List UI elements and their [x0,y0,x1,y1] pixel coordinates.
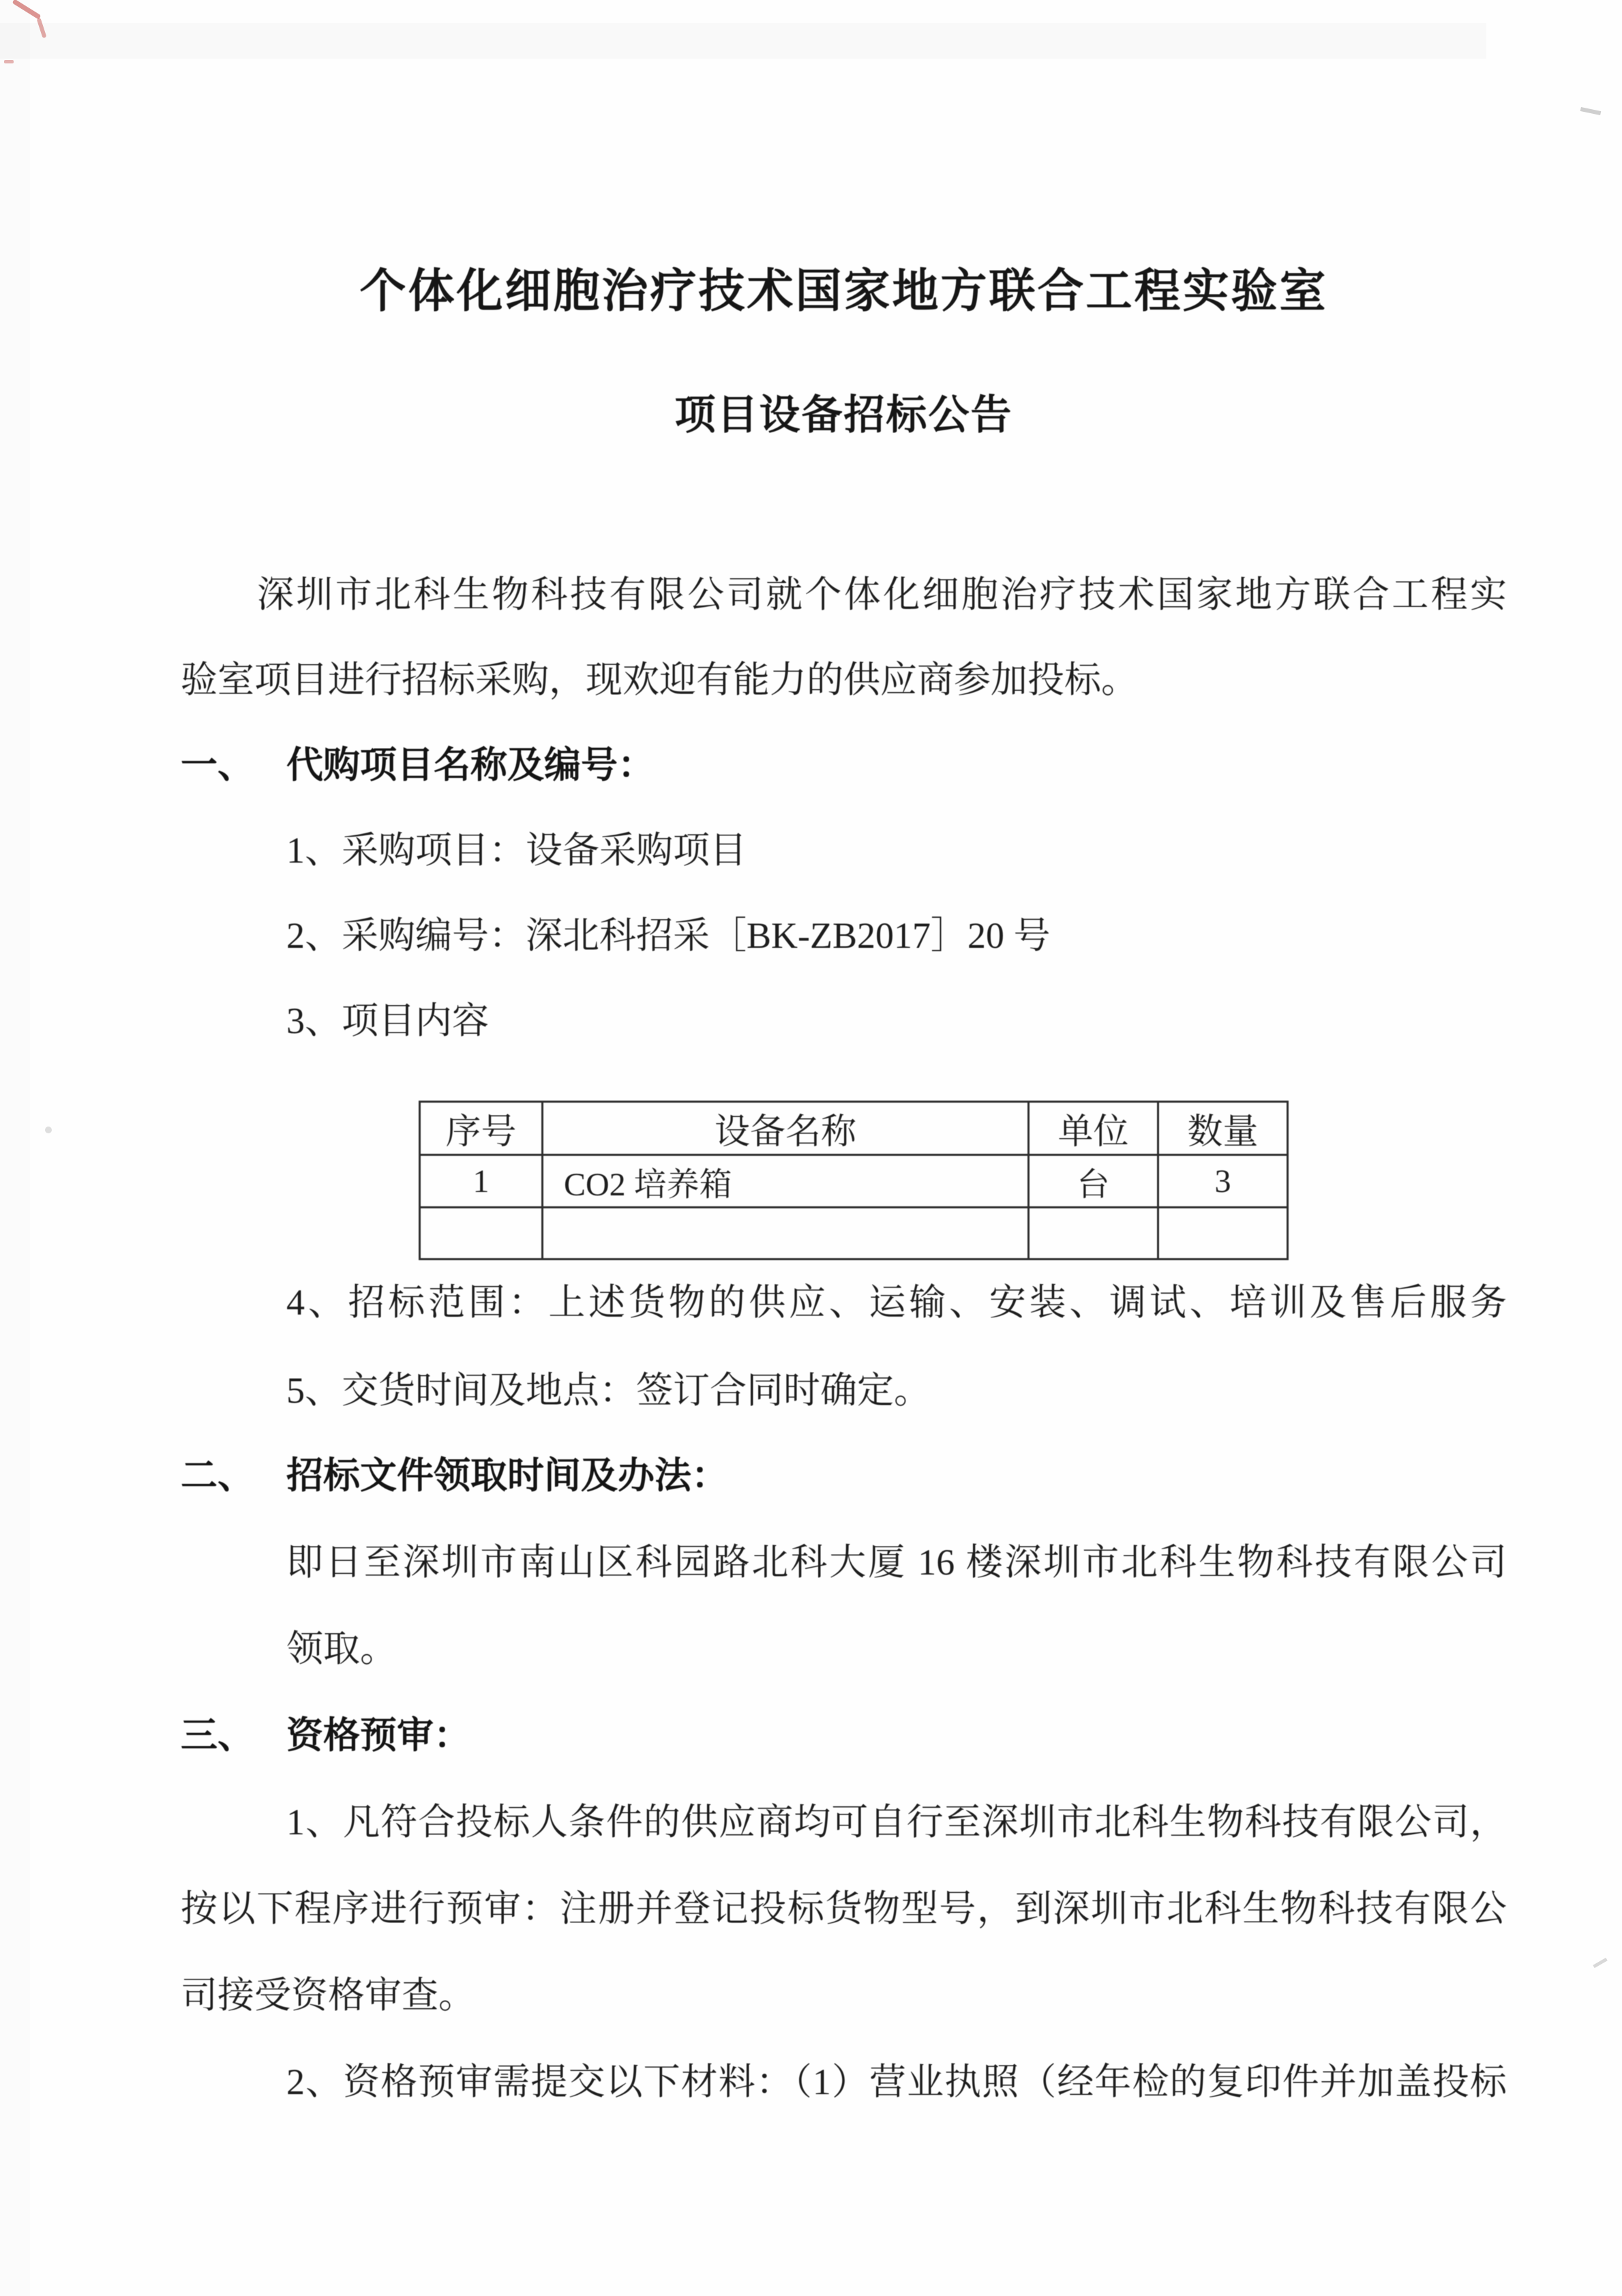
section-3-heading-label: 资格预审： [286,1715,470,1756]
table-header-row [420,1102,1288,1155]
prequalification-line-3: 司接受资格审查。 [181,1975,475,2016]
intro-line-2: 验室项目进行招标采购，现欢迎有能力的供应商参加投标。 [181,659,1138,700]
document-title-line-1: 个体化细胞治疗技术国家地方联合工程实验室 [359,265,1328,317]
col-header-index: 序号 [420,1102,543,1155]
item-delivery-time: 5、交货时间及地点：签订合同时确定。 [286,1370,931,1411]
item-purchase-number: 2、采购编号：深北科招采［BK-ZB2017］20 号 [286,915,1051,956]
cell-index: 1 [420,1155,543,1208]
col-header-quantity: 数量 [1158,1102,1288,1155]
item-project-content: 3、项目内容 [286,1000,489,1041]
col-header-equipment-name: 设备名称 [543,1102,1029,1155]
table-row [420,1155,1288,1208]
cell-unit: 台 [1029,1155,1158,1208]
col-header-unit: 单位 [1029,1102,1158,1155]
section-2-heading [181,1433,728,1519]
cell-unit [1029,1208,1158,1259]
section-2-number: 二、 [181,1455,254,1496]
item-bid-scope: 4、招标范围：上述货物的供应、运输、安装、调试、培训及售后服务 [286,1282,1507,1323]
prequalification-materials-line: 2、资格预审需提交以下材料：（1）营业执照（经年检的复印件并加盖投标 [286,2061,1507,2102]
cell-quantity: 3 [1158,1155,1288,1208]
pickup-address-line-1: 即日至深圳市南山区科园路北科大厦 16 楼深圳市北科生物科技有限公司 [286,1542,1507,1583]
prequalification-line-1: 1、凡符合投标人条件的供应商均可自行至深圳市北科生物科技有限公司， [286,1802,1507,1843]
pickup-address-line-2: 领取。 [286,1628,397,1669]
prequalification-line-2: 按以下程序进行预审：注册并登记投标货物型号，到深圳市北科生物科技有限公 [181,1888,1507,1929]
cell-equipment-name: CO2 培养箱 [543,1155,1029,1208]
cell-index [420,1208,543,1259]
document-title-line-2: 项目设备招标公告 [674,393,1013,438]
cell-equipment-name [543,1208,1029,1259]
section-3-heading [181,1693,470,1778]
section-2-heading-label: 招标文件领取时间及办法： [286,1455,728,1496]
section-3-number: 三、 [181,1715,254,1756]
section-1-heading-label: 代购项目名称及编号： [286,745,655,786]
equipment-table [419,1101,1289,1260]
intro-line-1: 深圳市北科生物科技有限公司就个体化细胞治疗技术国家地方联合工程实 [257,574,1507,615]
section-1-number: 一、 [181,745,254,786]
item-purchase-project: 1、采购项目：设备采购项目 [286,830,747,871]
cell-quantity [1158,1208,1288,1259]
section-1-heading [181,723,655,808]
table-row-empty [420,1208,1288,1259]
